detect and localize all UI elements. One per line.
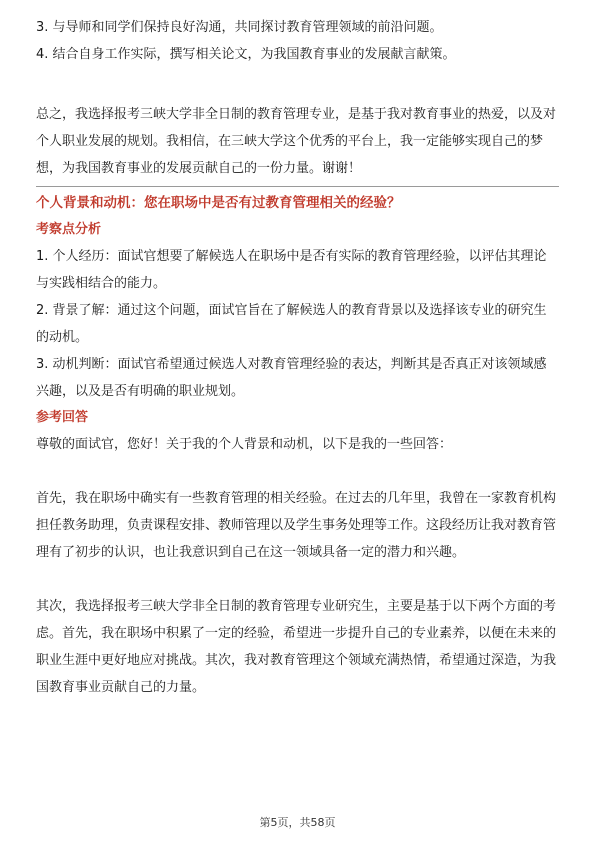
answer-heading: 参考回答: [36, 410, 89, 425]
page-number: 第5页，共58页: [259, 816, 336, 829]
analysis-item: 3. 动机判断：面试官希望通过候选人对教育管理经验的表达，判断其是否真正对该领域感兴趣，以及是否有明确的职业规划。: [36, 357, 547, 399]
document-page: [36, 14, 559, 701]
question-title: 个人背景和动机：您在职场中是否有过教育管理相关的经验？: [36, 195, 401, 211]
answer-paragraph: 首先，我在职场中确实有一些教育管理的相关经验。在过去的几年里，我曾在一家教育机构担任教务助理，负责课程安排、教师管理以及学生事务处理等工作。这段经历让我对教育管理有了初步的认识，也让我意识到自己在这一领域具备一定的潜力和兴趣。: [36, 491, 557, 560]
list-item: 4. 结合自身工作实际，撰写相关论文，为我国教育事业的发展献言献策。: [36, 47, 456, 62]
analysis-item: 2. 背景了解：通过这个问题，面试官旨在了解候选人的教育背景以及选择该专业的研究生的动机。: [36, 303, 547, 345]
analysis-item: 1. 个人经历：面试官想要了解候选人在职场中是否有实际的教育管理经验，以评估其理论与实践相结合的能力。: [36, 249, 547, 291]
section-divider: [36, 186, 559, 187]
conclusion-paragraph: 总之，我选择报考三峡大学非全日制的教育管理专业，是基于我对教育事业的热爱，以及对个人职业发展的规划。我相信，在三峡大学这个优秀的平台上，我一定能够实现自己的梦想，为我国教育事业的发展贡献自己的一份力量。谢谢！: [36, 107, 557, 176]
analysis-heading: 考察点分析: [36, 222, 102, 237]
answer-paragraph: 其次，我选择报考三峡大学非全日制的教育管理专业研究生，主要是基于以下两个方面的考虑。首先，我在职场中积累了一定的经验，希望进一步提升自己的专业素养，以便在未来的职业生涯中更好地应对挑战。其次，我对教育管理这个领域充满热情，希望通过深造，为我国教育事业贡献自己的力量。: [36, 599, 557, 695]
list-item: 3. 与导师和同学们保持良好沟通，共同探讨教育管理领域的前沿问题。: [36, 20, 443, 35]
answer-intro: 尊敬的面试官，您好！关于我的个人背景和动机，以下是我的一些回答：: [36, 437, 453, 452]
